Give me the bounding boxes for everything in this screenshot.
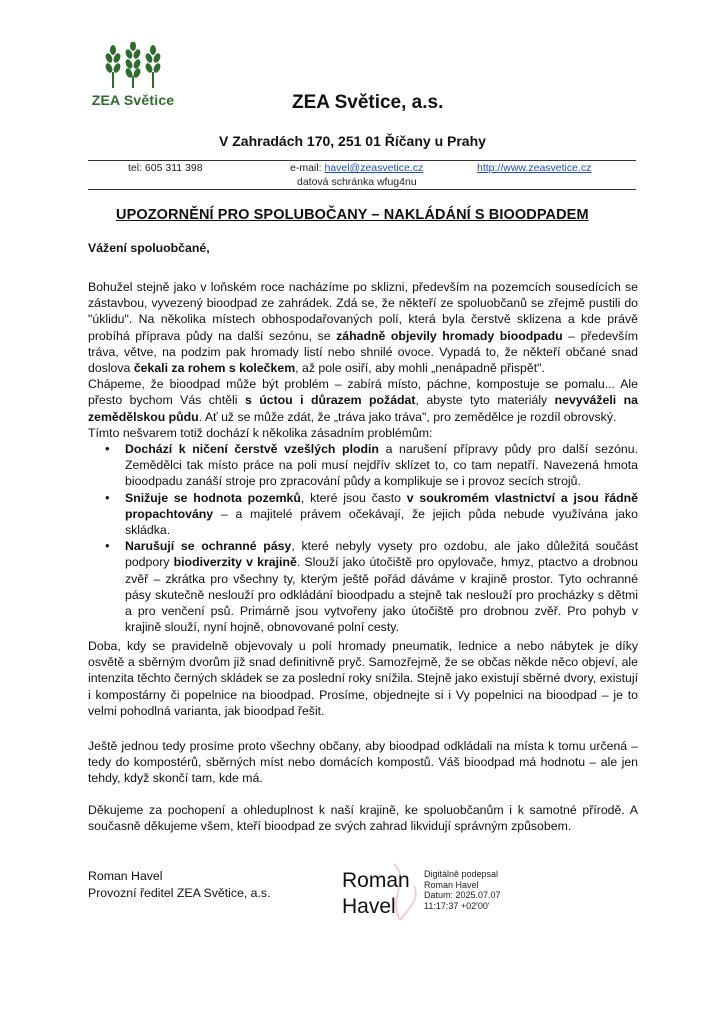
document-title: UPOZORNĚNÍ PRO SPOLUBOČANY – NAKLÁDÁNÍ S BIOODPADEM [116,207,589,223]
email-label: e-mail: [290,162,322,174]
paragraph-4: Doba, kdy se pravidelně objevovaly u polí hromady pneumatik, lednice a nebo nábytek je díky osvětě a sběrným dvorům již snad definitivně pryč. Samozřejmě, že se občas někde něco objeví, ale intenzita těchto černých skládek se za poslední roky snížila. Stejně jako existují sběrné dvory, existují i kompostárny či popelnice na bioodpad. Prosíme, objednejte si i Vy popelnici na bioodpad – je to velmi pohodlná varianta, jak bioodpad řešit. [88,639,638,718]
document-body [88,279,638,635]
paragraph-1: Bohužel stejně jako v loňském roce nacházíme po sklizni, především na pozemcích sousedících se zástavbou, vyvezený bioodpad ze zahrádek. Zdá se, že někteří ze spoluobčanů se zřejmě pustili do "úklidu". Na několika místech obhospodařovaných polí, která byla čerstvě sklizena a kde právě probíhá příprava půdy na další sezónu, se záhadně objevily hromady bioodpadu – především tráva, větve, na podzim pak hromady listí nebo shnilé ovoce. Vypadá to, že někteří občané snad doslova čekali za rohem s kolečkem, až pole osiří, aby mohli „nenápadně přispět". [88,280,638,376]
company-logo [88,42,178,108]
list-item: • Narušují se ochranné pásy, které nebyly vysety pro ozdobu, ale jako důležitá součást podpory biodiverzity v krajině. Slouží jako útočiště pro opylovače, hmyz, ptactvo a drobnou zvěř – zkrátka pro všechny ty, kterým ještě pořád dáváme v krajině prostor. Tyto ochranné pásy skutečně neslouží pro odkládání bioodpadu a stejně tak neslouží pro procházky s dětmi a pro venčení psů. Primárně jsou vytvořeny jako útočiště pro drobnou zvěř. Pro pohyb v krajině slouží, nyní hojně, obnovované polní cesty. [125,538,638,635]
logo-text: ZEA Světice [91,92,175,108]
signature-block [88,868,270,902]
databox: datová schránka wfug4nu [297,176,417,188]
greeting: Vážení spoluobčané, [88,241,210,255]
wheat-icon [100,42,166,90]
email-block [290,162,423,174]
list-item: • Snižuje se hodnota pozemků, které jsou často v soukromém vlastnictví a jsou řádně propachtovány – a majitelé právem očekávají, že jejich půda nebude využívána jako skládka. [125,490,638,539]
paragraph-3: Tímto nešvarem totiž dochází k několika zásadním problémům: [88,425,433,440]
header-rule-top [88,160,636,161]
phone: tel: 605 311 398 [128,162,203,174]
header-rule-bottom [88,189,636,190]
paragraph-6: Děkujeme za pochopení a ohleduplnost k naší krajině, ke spoluobčanům i k samotné přírodě. A současně děkujeme všem, kteří bioodpad ze svých zahrad likvidují správným způsobem. [88,803,638,834]
signatory-role: Provozní ředitel ZEA Světice, a.s. [88,886,271,900]
digital-signature-info: Digitálně podepsal Roman Havel Datum: 2025.07.07 11:17:37 +02'00' [424,869,501,911]
company-address: V Zahradách 170, 251 01 Říčany u Prahy [219,133,486,149]
signatory-name: Roman Havel [88,869,163,883]
digital-signature-name: Roman Havel [342,869,410,918]
problem-list [88,441,638,635]
paragraph-2: Chápeme, že bioodpad může být problém – zabírá místo, páchne, kompostuje se pomalu... Ale přesto bychom Vás chtěli s úctou i důrazem požádat, abyste tyto materiály nevyváželi na zemědělskou půdu. Ať už se může zdát, že „tráva jako tráva", pro zemědělce je rozdíl obrovský. [88,377,639,424]
paragraph-5: Ještě jednou tedy prosíme proto všechny občany, aby bioodpad odkládali na místa k tomu určená – tedy do kompostérů, sběrných míst nebo domácích kompostů. Váš bioodpad má hodnotu – ale jen tehdy, když skončí tam, kde má. [88,739,638,786]
website-link[interactable]: http://www.zeasvetice.cz [477,162,592,174]
company-name: ZEA Světice, a.s. [292,92,444,113]
list-item: • Dochází k ničení čerstvě vzešlých plodin a narušení přípravy půdy pro další sezónu. Zemědělci tak místo práce na poli musí nejdřív sklízet to, co tam nepatří. Navezená hmota bioodpadu zanáší stroje pro zpracování půdy a komplikuje se i provoz secích strojů. [125,441,638,490]
email-link[interactable]: havel@zeasvetice.cz [324,162,424,174]
website-block [477,162,591,174]
